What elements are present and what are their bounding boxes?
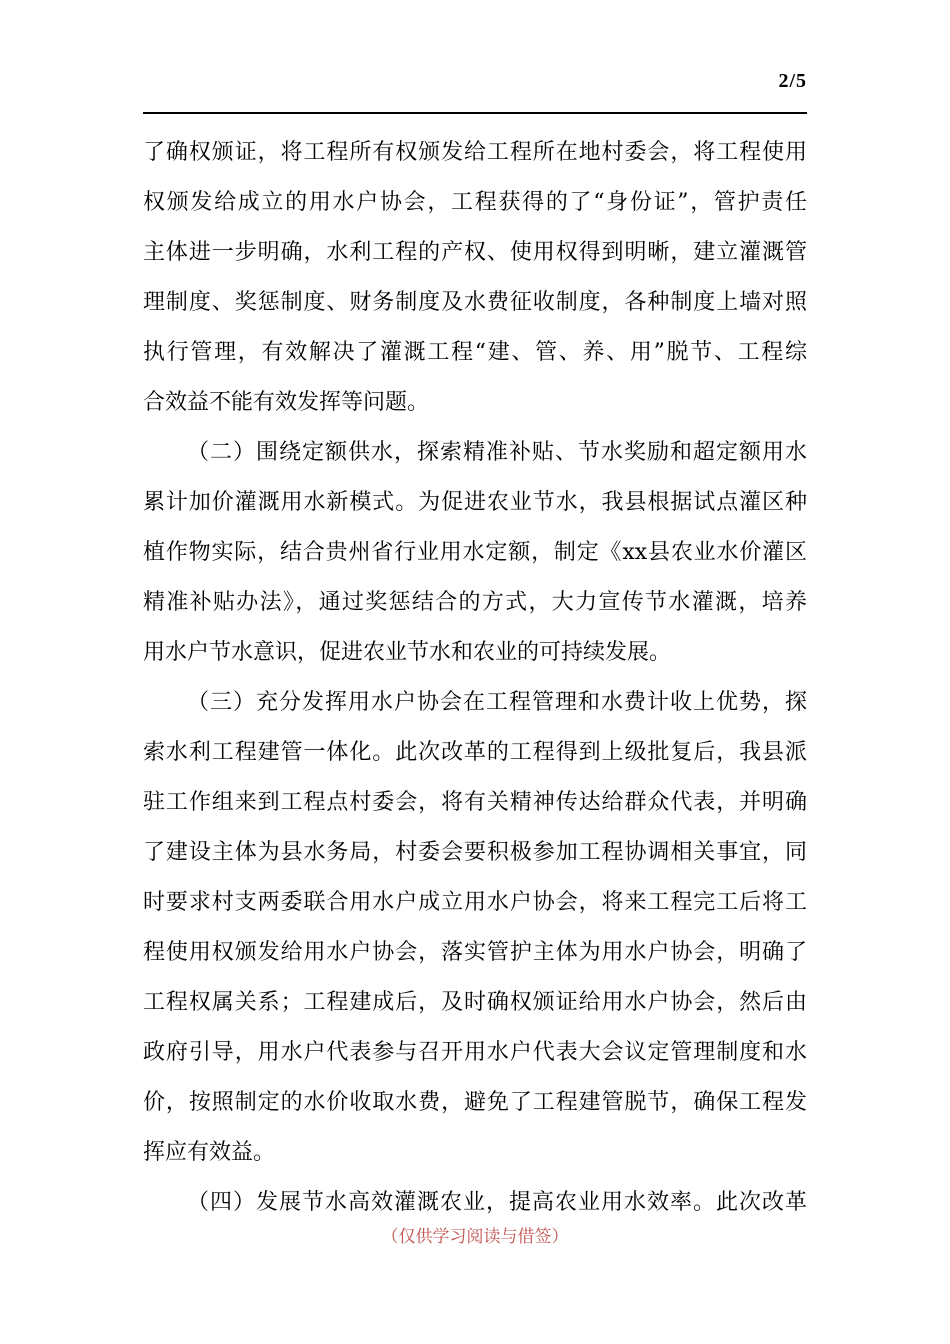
document-body xyxy=(143,128,807,1228)
text-line: （二）围绕定额供水，探索精准补贴、节水奖励和超定额用水 xyxy=(187,440,807,465)
text-line: 了确权颁证，将工程所有权颁发给工程所在地村委会，将工程使用 xyxy=(143,140,807,165)
text-line: 时要求村支两委联合用水户成立用水户协会，将来工程完工后将工 xyxy=(143,890,807,915)
text-line: 了建设主体为县水务局，村委会要积极参加工程协调相关事宜，同 xyxy=(143,840,807,865)
text-line: 精准补贴办法》，通过奖惩结合的方式，大力宣传节水灌溉，培养 xyxy=(143,590,807,615)
footer-note: （仅供学习阅读与借签） xyxy=(381,1227,569,1247)
paragraph xyxy=(143,428,807,678)
text-line: 理制度、奖惩制度、财务制度及水费征收制度，各种制度上墙对照 xyxy=(143,290,807,315)
text-line: 驻工作组来到工程点村委会，将有关精神传达给群众代表，并明确 xyxy=(143,790,807,815)
text-line: （四）发展节水高效灌溉农业，提高农业用水效率。此次改革 xyxy=(187,1190,807,1215)
paragraph xyxy=(143,678,807,1178)
text-line: （三）充分发挥用水户协会在工程管理和水费计收上优势，探 xyxy=(187,690,807,715)
text-line: 工程权属关系；工程建成后，及时确权颁证给用水户协会，然后由 xyxy=(143,990,807,1015)
paragraph xyxy=(143,1178,807,1228)
text-line: 执行管理，有效解决了灌溉工程“建、管、养、用”脱节、工程综 xyxy=(143,340,807,365)
text-line: 价，按照制定的水价收取水费，避免了工程建管脱节，确保工程发 xyxy=(143,1090,807,1115)
paragraph xyxy=(143,128,807,428)
text-line: 权颁发给成立的用水户协会，工程获得的了“身份证”，管护责任 xyxy=(143,190,807,215)
page-number: 2/5 xyxy=(778,70,807,92)
text-line: 植作物实际，结合贵州省行业用水定额，制定《xx县农业水价灌区 xyxy=(143,540,807,565)
header-divider xyxy=(143,112,807,114)
text-line: 政府引导，用水户代表参与召开用水户代表大会议定管理制度和水 xyxy=(143,1040,807,1065)
text-line: 主体进一步明确，水利工程的产权、使用权得到明晰，建立灌溉管 xyxy=(143,240,807,265)
text-line: 合效益不能有效发挥等问题。 xyxy=(143,390,430,415)
text-line: 程使用权颁发给用水户协会，落实管护主体为用水户协会，明确了 xyxy=(143,940,807,965)
text-line: 累计加价灌溉用水新模式。为促进农业节水，我县根据试点灌区种 xyxy=(143,490,807,515)
text-line: 用水户节水意识，促进农业节水和农业的可持续发展。 xyxy=(143,640,672,665)
text-line: 索水利工程建管一体化。此次改革的工程得到上级批复后，我县派 xyxy=(143,740,807,765)
text-line: 挥应有效益。 xyxy=(143,1140,276,1165)
